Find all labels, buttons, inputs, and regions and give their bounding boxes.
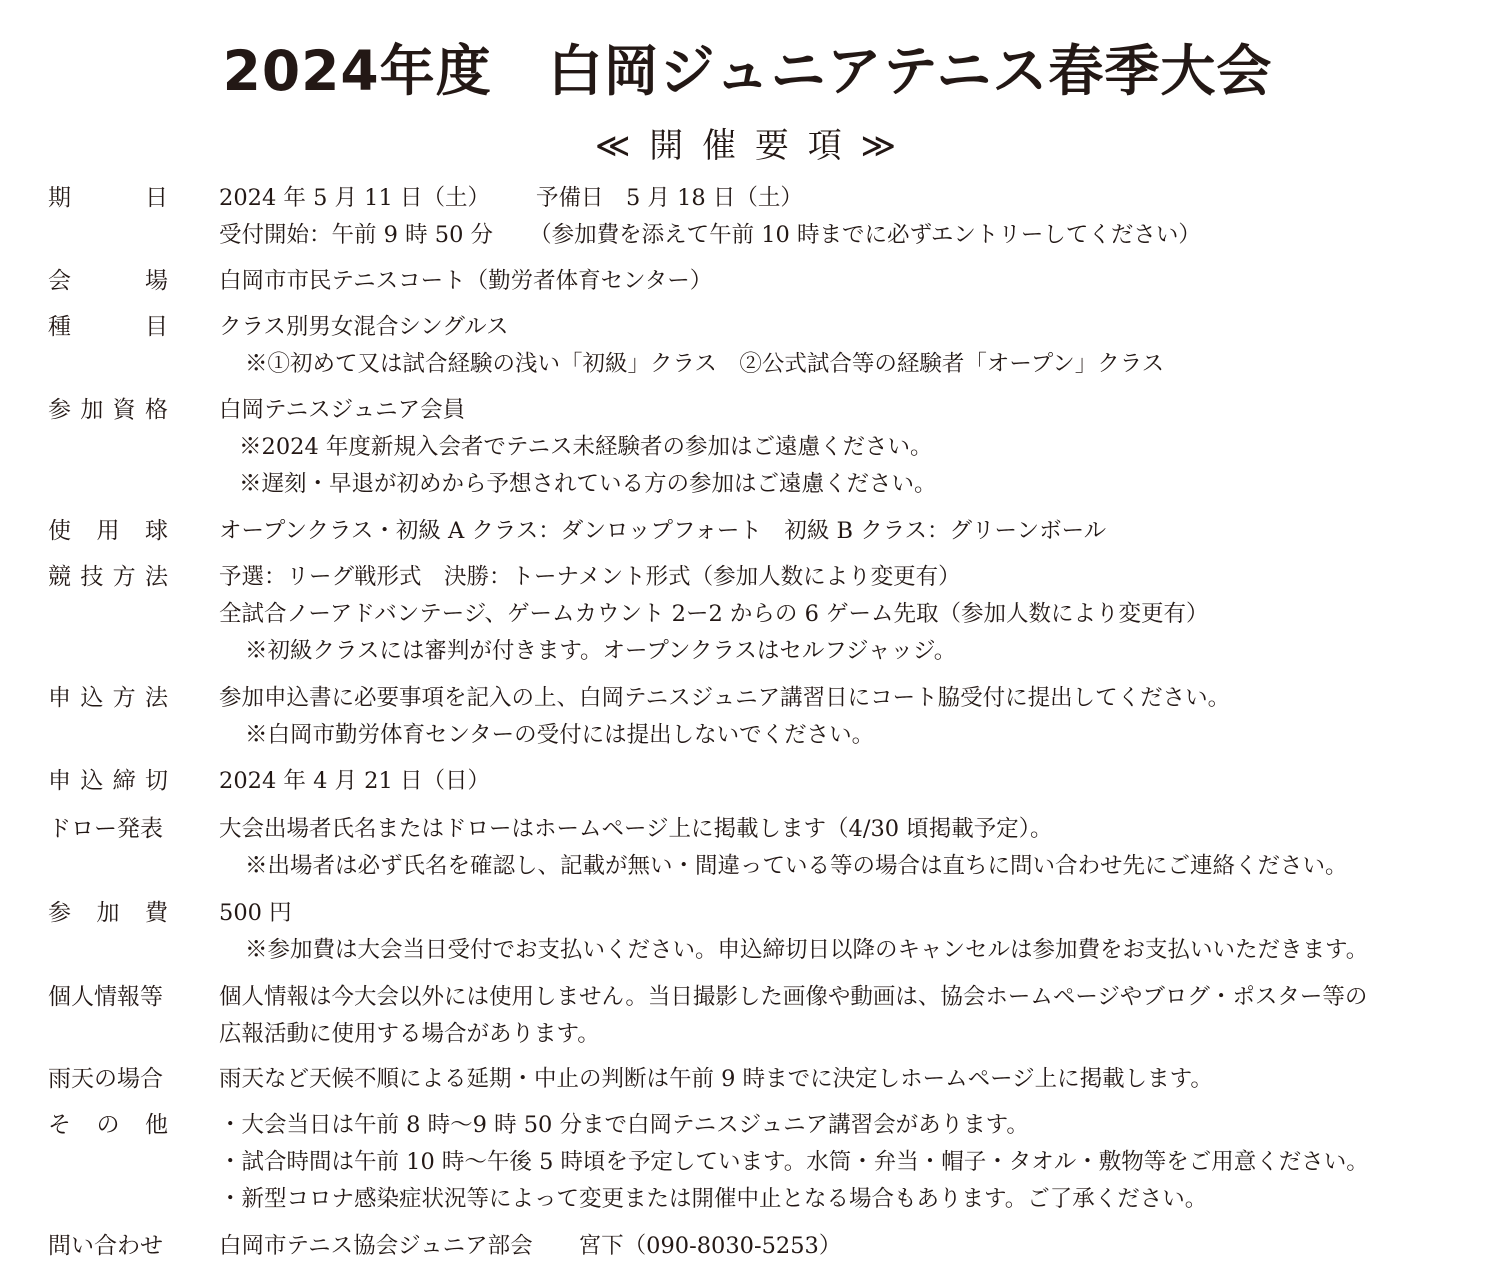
content-line: ・新型コロナ感染症状況等によって変更または開催中止となる場合もあります。ご了承ください。 [219,1186,1208,1212]
content-line: 広報活動に使用する場合があります。 [219,1021,600,1047]
content-line: 雨天など天候不順による延期・中止の判断は午前 9 時までに決定しホームページ上に掲載します。 [219,1066,1213,1092]
section-label: 種 目 [48,314,168,340]
page-subtitle: ≪ 開 催 要 項 ≫ [594,126,901,166]
content-line: 2024 年 4 月 21 日（日） [219,768,490,794]
section-label: 申 込 締 切 [48,768,168,794]
section-label: 参 加 費 [48,900,168,926]
content-line: ※初級クラスには審判が付きます。オープンクラスはセルフジャッジ。 [245,638,957,664]
content-line: クラス別男女混合シングルス [219,314,509,340]
section-label: そ の 他 [48,1112,168,1138]
content-line: 大会出場者氏名またはドローはホームページ上に掲載します（4/30 頃掲載予定）。 [219,816,1053,842]
content-line: 白岡市テニス協会ジュニア部会 宮下（090-8030-5253） [219,1233,842,1259]
content-line: ※参加費は大会当日受付でお支払いください。申込締切日以降のキャンセルは参加費をお支払いいただきます。 [245,937,1369,963]
content-line: 白岡市市民テニスコート（勤労者体育センター） [219,268,713,294]
content-line: ・大会当日は午前 8 時〜9 時 50 分まで白岡テニスジュニア講習会があります。 [219,1112,1029,1138]
section-label: 雨天の場合 [48,1066,163,1092]
content-line: 2024 年 5 月 11 日（土） 予備日 5 月 18 日（土） [219,185,803,211]
section-label: ドロー発表 [48,816,163,842]
content-line: ※①初めて又は試合経験の浅い「初級」クラス ②公式試合等の経験者「オープン」クラス [245,351,1165,377]
content-line: ※遅刻・早退が初めから予想されている方の参加はご遠慮ください。 [239,471,937,497]
section-label: 会 場 [48,268,168,294]
page-title: 2024年度 白岡ジュニアテニス春季大会 [222,39,1273,103]
section-label: 参 加 資 格 [48,397,168,423]
content-line: 個人情報は今大会以外には使用しません。当日撮影した画像や動画は、協会ホームページやブログ・ポスター等の [219,984,1368,1010]
content-line: ・試合時間は午前 10 時〜午後 5 時頃を予定しています。水筒・弁当・帽子・タオル・敷物等をご用意ください。 [219,1149,1369,1175]
content-line: ※出場者は必ず氏名を確認し、記載が無い・間違っている等の場合は直ちに問い合わせ先にご連絡ください。 [245,853,1348,879]
content-line: 予選：リーグ戦形式 決勝：トーナメント形式（参加人数により変更有） [219,564,961,590]
section-label: 個人情報等 [48,984,163,1010]
content-line: ※2024 年度新規入会者でテニス未経験者の参加はご遠慮ください。 [239,434,933,460]
content-line: 500 円 [219,900,292,926]
content-line: ※白岡市勤労体育センターの受付には提出しないでください。 [245,722,875,748]
section-label: 申 込 方 法 [48,685,168,711]
section-label: 使 用 球 [48,518,168,544]
content-line: 参加申込書に必要事項を記入の上、白岡テニスジュニア講習日にコート脇受付に提出してください。 [219,685,1231,711]
content-line: オープンクラス・初級 A クラス：ダンロップフォート 初級 B クラス：グリーンボール [219,518,1107,544]
content-line: 白岡テニスジュニア会員 [219,397,466,423]
content-line: 受付開始：午前 9 時 50 分 （参加費を添えて午前 10 時までに必ずエントリーしてください） [219,222,1201,248]
section-label: 競 技 方 法 [48,564,168,590]
section-label: 期 日 [48,185,168,211]
section-label: 問い合わせ [48,1233,163,1259]
content-line: 全試合ノーアドバンテージ、ゲームカウント 2ー2 からの 6 ゲーム先取（参加人数により変更有） [219,601,1209,627]
